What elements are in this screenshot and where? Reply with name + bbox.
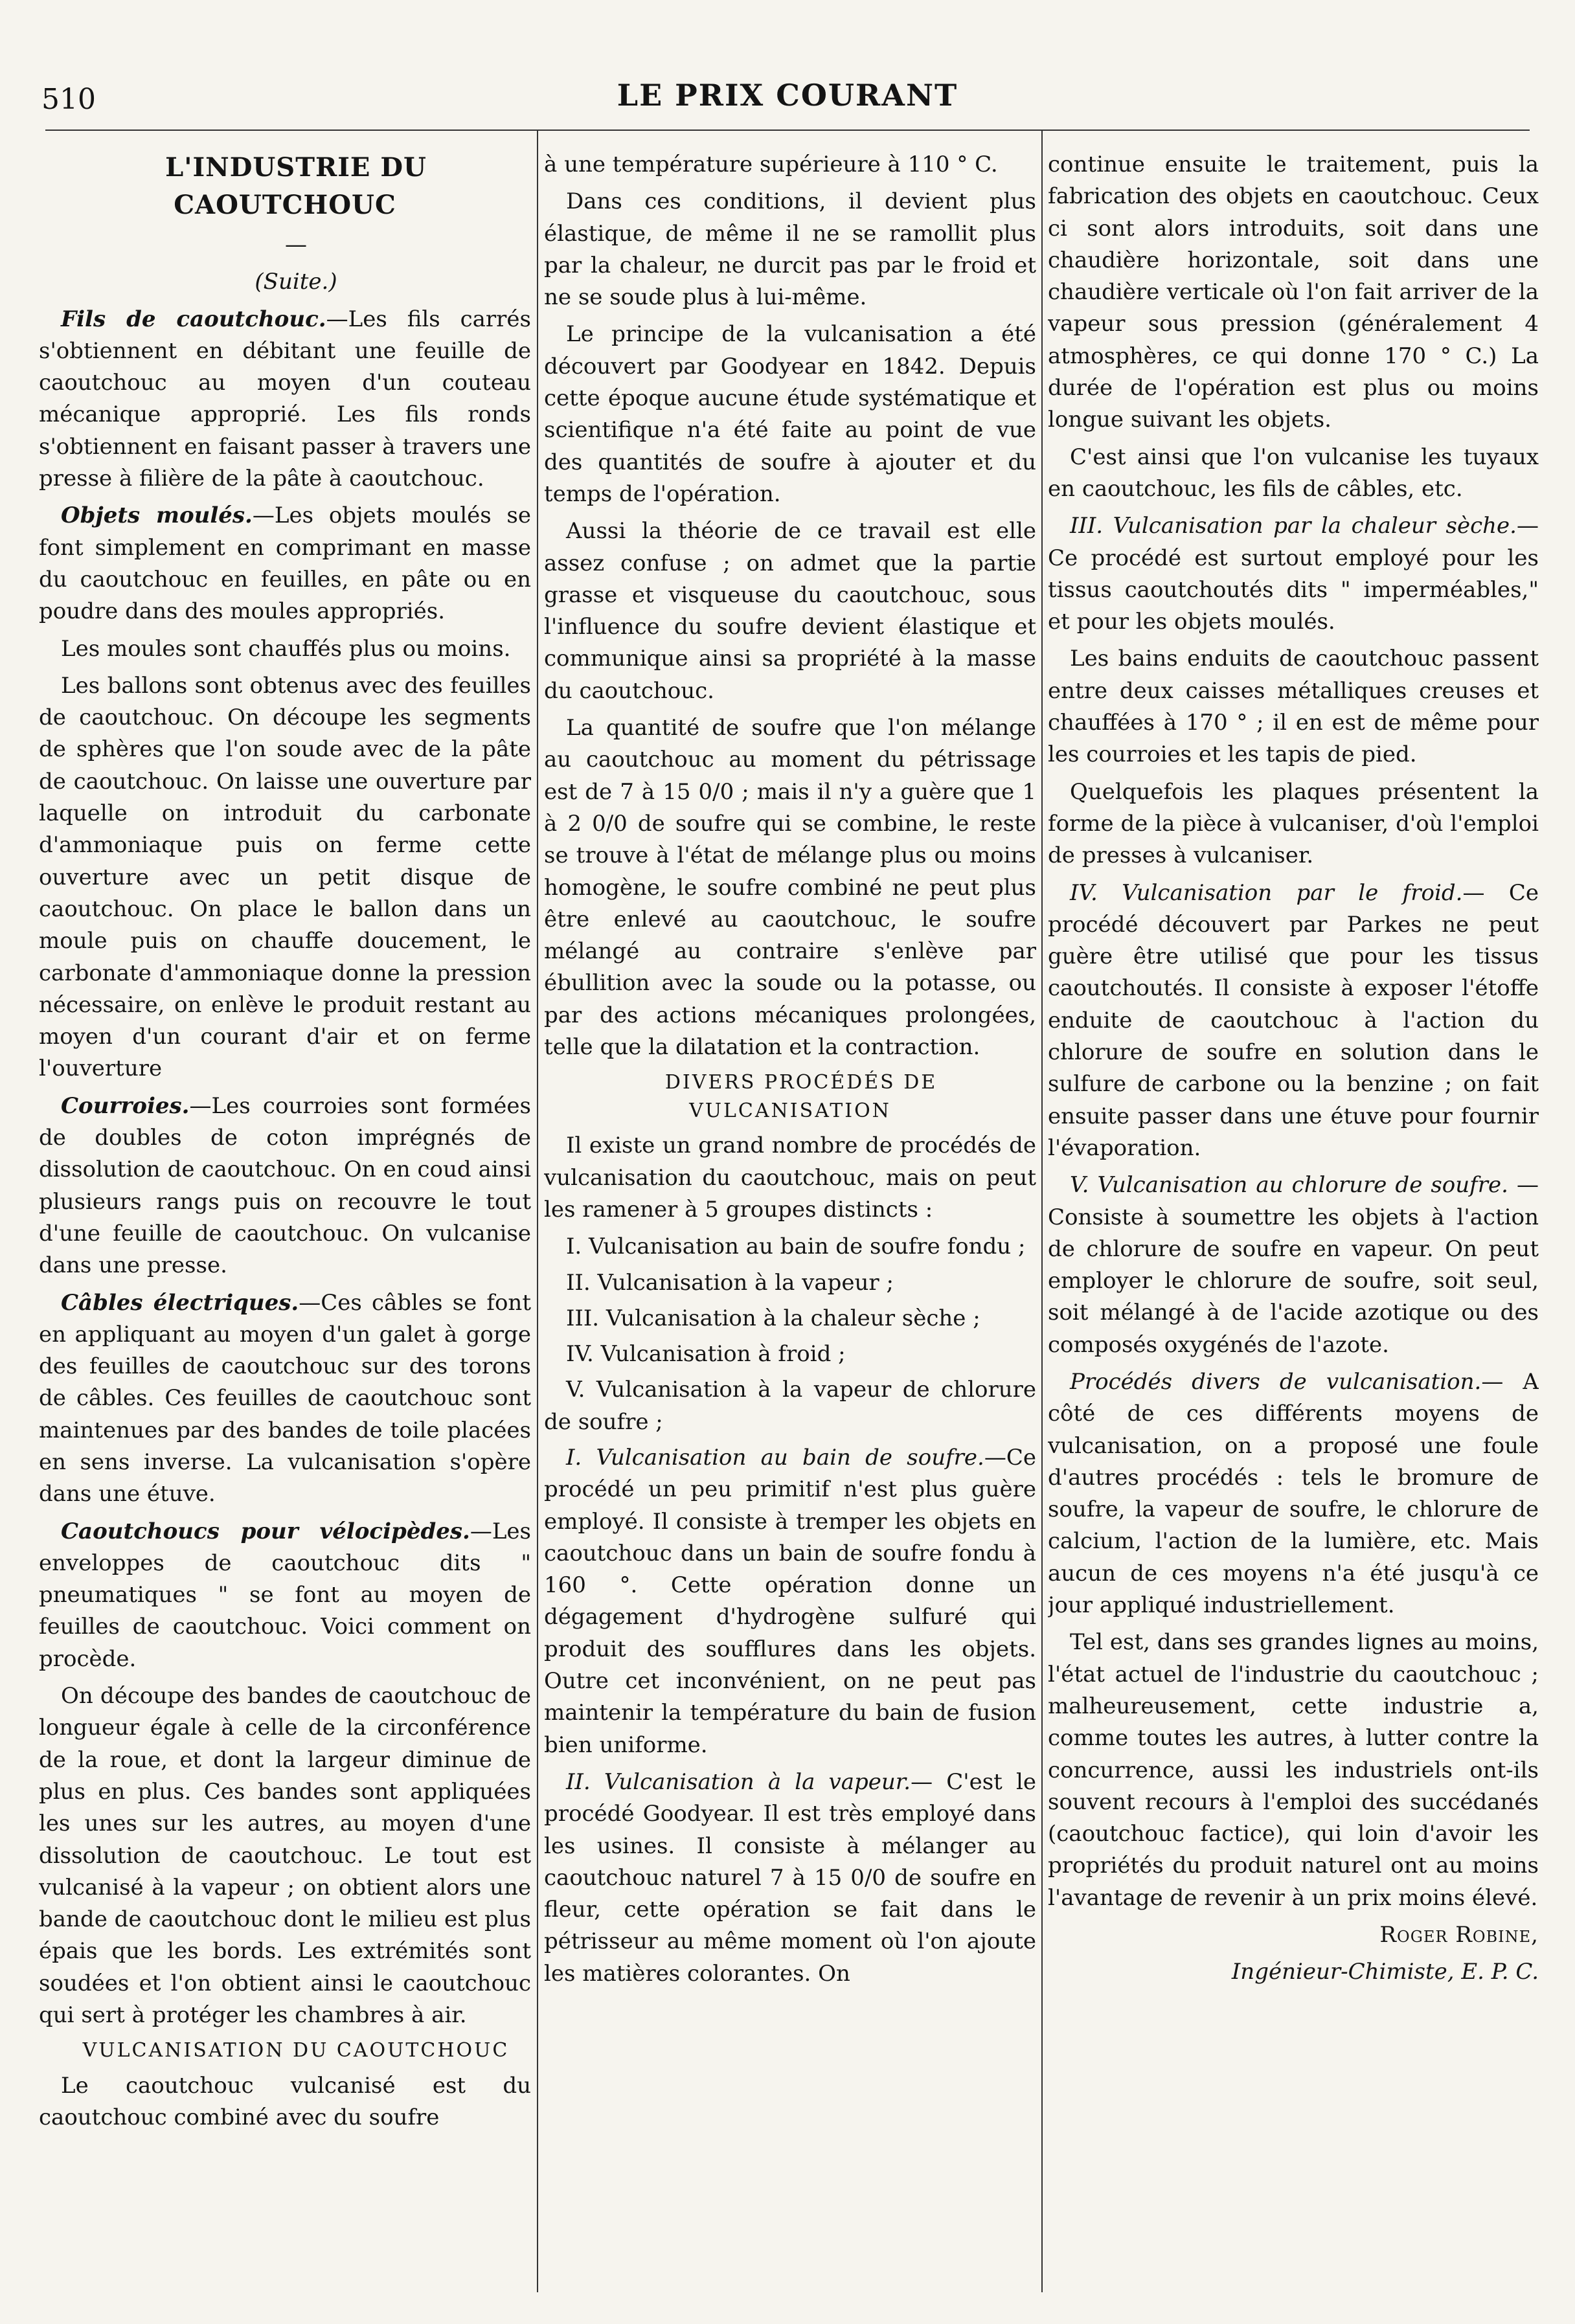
paragraph: Le caoutchouc vulcanisé est du caoutchouc combiné avec du soufre [39,2072,531,2131]
paragraph: Procédés divers de vulcanisation.— A côté de ces différents moyens de vulcanisation, on a proposé une foule d'autres procédés : tels le bromure de soufre, la vapeur de soufre, le chlorure de calcium, l'action de la lumière, etc. Mais aucun de ces moyens n'a été jusqu'à ce jour appliqué industriellement. [1048,1368,1539,1619]
run-in-heading: Caoutchoucs pour vélocipèdes. [61,1518,470,1544]
run-in-heading: Procédés divers de vulcanisation. [1070,1368,1482,1395]
column-1 [39,149,531,2299]
section-heading: VULCANISATION DU CAOUTCHOUC [82,2039,510,2062]
paragraph: Câbles électriques.—Ces câbles se font en appliquant au moyen d'un galet à gorge des feuilles de caoutchouc sur des torons de câbles. Ces feuilles de caoutchouc sont maintenues par des bandes de toile placées en sens inverse. La vulcanisation s'opère dans une étuve. [39,1289,531,1507]
article-subtitle: (Suite.) [255,269,337,295]
column-2 [544,149,1036,2299]
paragraph: Il existe un grand nombre de procédés de vulcanisation du caoutchouc, mais on peut les ramener à 5 groupes distincts : [544,1133,1036,1223]
paragraph: La quantité de soufre que l'on mélange au caoutchouc au moment du pétrissage est de 7 à 15 0/0 ; mais il n'y a guère que 1 à 2 0/0 de soufre qui se combine, le reste se trouve à l'état de mélange plus ou moins homogène, le soufre combiné ne peut plus être enlevé au caoutchouc, le soufre mélangé au contraire s'enlève par ébullition avec la soude ou la potasse, ou par des actions mécaniques prolongées, telle que la dilatation et la contraction. [544,715,1036,1061]
column-3 [1048,149,1539,2299]
run-in-heading: II. Vulcanisation à la vapeur. [566,1768,911,1795]
paragraph: Objets moulés.—Les objets moulés se font simplement en comprimant en masse du caoutchouc en feuilles, en pâte ou en poudre dans des moules appropriés. [39,502,531,625]
run-in-heading: Courroies. [61,1092,190,1119]
paragraph: Tel est, dans ses grandes lignes au moins, l'état actuel de l'industrie du caoutchouc ; malheureusement, cette industrie a, comme toutes les autres, à lutter contre la concurrence, aussi les industriels ont-ils souvent recours à l'emploi des succédanés (caoutchouc factice), qui loin d'avoir les propriétés du produit naturel ont au moins l'avantage de revenir à un prix moins élevé. [1048,1629,1539,1911]
paragraph: V. Vulcanisation au chlorure de soufre. — Consiste à soumettre les objets à l'action de chlorure de soufre en vapeur. On peut employer le chlorure de soufre, soit seul, soit mélangé à de l'acide azotique ou des composés oxygénés de l'azote. [1048,1172,1539,1358]
run-in-heading: I. Vulcanisation au bain de soufre. [566,1444,984,1471]
run-in-heading: Câbles électriques. [61,1289,299,1316]
list-item: IV. Vulcanisation à froid ; [566,1341,846,1368]
paragraph: Les bains enduits de caoutchouc passent entre deux caisses métalliques creuses et chauffées à 170 ° ; il en est de même pour les courroies et les tapis de pied. [1048,646,1539,768]
author-title: Ingénieur-Chimiste, E. P. C. [1231,1959,1539,1985]
list-item: I. Vulcanisation au bain de soufre fondu ; [566,1234,1026,1260]
run-in-heading: IV. Vulcanisation par le froid. [1070,879,1463,906]
run-in-heading: Fils de caoutchouc. [61,306,326,332]
paragraph: à une température supérieure à 110 ° C. [544,152,998,177]
paragraph: Les moules sont chauffés plus ou moins. [61,635,511,662]
paragraph: Aussi la théorie de ce travail est elle assez confuse ; on admet que la partie grasse et visqueuse du caoutchouc, sous l'influence du soufre devient élastique et communique ainsi sa propriété à la masse du caoutchouc. [544,518,1036,704]
list-item: III. Vulcanisation à la chaleur sèche ; [566,1305,980,1331]
paragraph: II. Vulcanisation à la vapeur.— C'est le procédé Goodyear. Il est très employé dans les usines. Il consiste à mélanger au caoutchouc naturel 7 à 15 0/0 de soufre en fleur, cette opération se fait dans le pétrisseur au même moment où l'on ajoute les matières colorantes. On [544,1768,1036,1987]
list-item: V. Vulcanisation à la vapeur de chlorure de soufre ; [544,1377,1036,1435]
run-in-heading: III. Vulcanisation par la chaleur sèche. [1070,513,1517,539]
column-divider-2 [1041,130,1043,2292]
paragraph: Les ballons sont obtenus avec des feuilles de caoutchouc. On découpe les segments de sphères que l'on soude avec de la pâte de caoutchouc. On laisse une ouverture par laquelle on introduit du carbonate d'ammoniaque puis on ferme cette ouverture avec un petit disque de caoutchouc. On place le ballon dans un moule puis on chauffe doucement, le carbonate d'ammoniaque donne la pression nécessaire, on enlève le produit restant au moyen d'un courant d'air et on ferme l'ouverture [39,672,531,1082]
paragraph: III. Vulcanisation par la chaleur sèche.—Ce procédé est surtout employé pour les tissus caoutchoutés dits " imperméables," et pour les objets moulés. [1048,513,1539,635]
column-divider-1 [537,130,538,2292]
paragraph: On découpe des bandes de caoutchouc de longueur égale à celle de la circonférence de la roue, et dont la largeur diminue de plus en plus. Ces bandes sont appliquées les unes sur les autres, au moyen d'une dissolution de caoutchouc. Le tout est vulcanisé à la vapeur ; on obtient alors une bande de caoutchouc dont le milieu est plus épais que les bords. Les extrémités sont soudées et l'on obtient ainsi le caoutchouc qui sert à protéger les chambres à air. [39,1683,531,2029]
paragraph: Fils de caoutchouc.—Les fils carrés s'obtiennent en débitant une feuille de caoutchouc au moyen d'un couteau mécanique approprié. Les fils ronds s'obtiennent en faisant passer à travers une presse à filière de la pâte à caoutchouc. [39,306,531,492]
paragraph: Courroies.—Les courroies sont formées de doubles de coton imprégnés de dissolution de caoutchouc. On en coud ainsi plusieurs rangs puis on recouvre le tout d'une feuille de caoutchouc. On vulcanise dans une presse. [39,1092,531,1279]
article-title: L'INDUSTRIE DU CAOUTCHOUC [165,152,427,220]
list-item: II. Vulcanisation à la vapeur ; [566,1269,894,1296]
process-list [544,1231,1036,1438]
paragraph: Le principe de la vulcanisation a été découvert par Goodyear en 1842. Depuis cette époque aucune étude systématique et scientifique n'a été faite au point de vue des quantités de soufre à ajouter et du temps de l'opération. [544,321,1036,507]
run-in-heading: V. Vulcanisation au chlorure de soufre. [1070,1172,1508,1199]
paragraph: Dans ces conditions, il devient plus élastique, de même il ne se ramollit plus par la chaleur, ne durcit pas par le froid et ne se soude plus à lui-même. [544,188,1036,311]
section-heading: DIVERS PROCÉDÉS DE VULCANISATION [664,1071,938,1122]
paragraph: IV. Vulcanisation par le froid.— Ce procédé découvert par Parkes ne peut guère être utilisé que pour les tissus caoutchoutés. Il consiste à exposer l'étoffe enduite de caoutchouc à l'action du chlorure de soufre en solution dans le sulfure de carbone ou la benzine ; on fait ensuite passer dans une étuve pour fournir l'évaporation. [1048,879,1539,1161]
publication-title: LE PRIX COURANT [617,78,958,113]
run-in-heading: Objets moulés. [61,502,253,529]
page-number: 510 [41,83,96,116]
paragraph: continue ensuite le traitement, puis la fabrication des objets en caoutchouc. Ceux ci sont alors introduits, soit dans une chaudière horizontale, soit dans une chaudière verticale où l'on fait arriver de la vapeur sous pression (généralement 4 atmosphères, ce qui donne 170 ° C.) La durée de l'opération est plus ou moins longue suivant les objets. [1048,152,1539,433]
paragraph: Caoutchoucs pour vélocipèdes.—Les enveloppes de caoutchouc dits " pneumatiques " se font au moyen de feuilles de caoutchouc. Voici comment on procède. [39,1518,531,1672]
paragraph: I. Vulcanisation au bain de soufre.—Ce procédé un peu primitif n'est plus guère employé. Il consiste à tremper les objets en caoutchouc dans un bain de soufre fondu à 160 °. Cette opération donne un dégagement d'hydrogène sulfuré qui produit des soufflures dans les objets. Outre cet inconvénient, on ne peut pas maintenir la température du bain de fusion bien uniforme. [544,1444,1036,1758]
author-name: Roger Robine, [1379,1922,1539,1948]
header-rule [45,130,1530,131]
title-dash: — [285,232,307,258]
paragraph: Quelquefois les plaques présentent la forme de la pièce à vulcaniser, d'où l'emploi de presses à vulcaniser. [1048,778,1539,869]
paragraph: C'est ainsi que l'on vulcanise les tuyaux en caoutchouc, les fils de câbles, etc. [1048,444,1539,502]
